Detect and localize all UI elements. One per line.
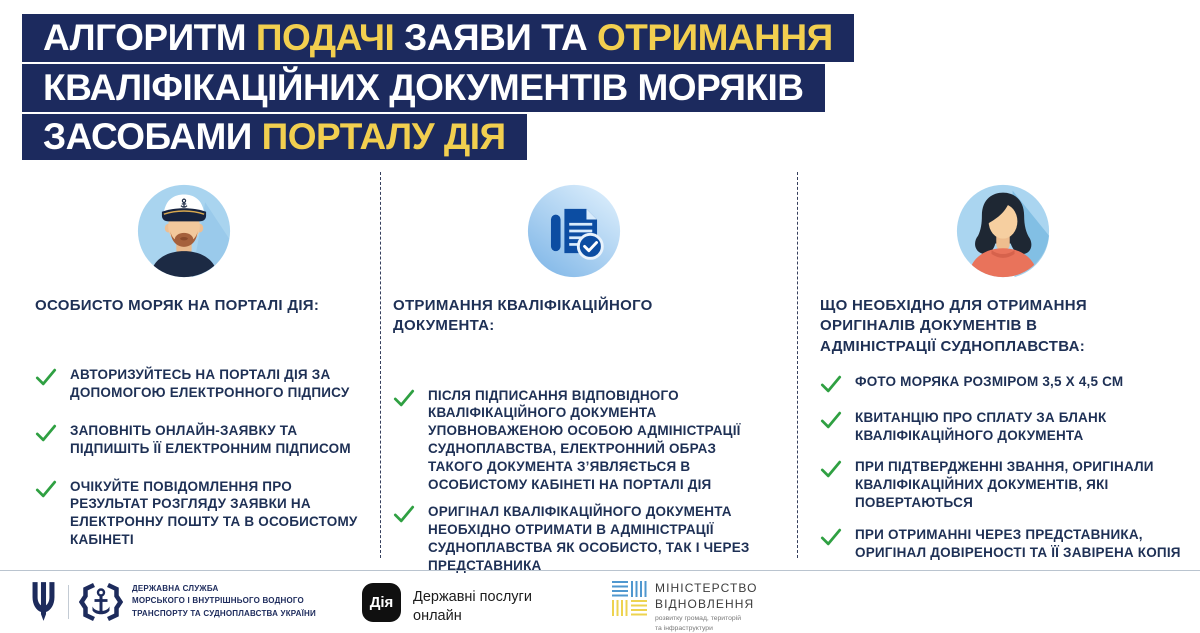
list-item: [820, 373, 1185, 395]
ministry-name-line: МІНІСТЕРСТВО: [655, 581, 758, 595]
ministry-logo-cell: [631, 581, 647, 597]
trident-icon: [30, 582, 57, 621]
anchor-logo-icon: [79, 582, 123, 622]
checkmark-icon: [820, 409, 842, 431]
list-item-text: ФОТО МОРЯКА РОЗМІРОМ 3,5 Х 4,5 СМ: [855, 373, 1124, 389]
checkmark-icon: [393, 503, 415, 525]
list-item: [820, 458, 1185, 511]
checkmark-icon: [35, 366, 57, 388]
title-line-2: [22, 64, 825, 112]
list-item-text: ПРИ ОТРИМАННІ ЧЕРЕЗ ПРЕДСТАВНИКА, ОРИГІНАЛ ДОВІРЕНОСТІ ТА ЇЇ ЗАВІРЕНА КОПІЯ: [855, 526, 1181, 560]
ministry-subtitle-line: та інфраструктури: [655, 624, 713, 632]
column1-heading: [35, 296, 365, 316]
title-line3-white: ЗАСОБАМИ: [43, 116, 262, 157]
diia-caption-line: онлайн: [413, 607, 462, 624]
list-item-text: ЗАПОВНІТЬ ОНЛАЙН-ЗАЯВКУ ТА ПІДПИШІТЬ ЇЇ ЕЛЕКТРОННИМ ПІДПИСОМ: [70, 422, 351, 456]
column-originals-requirements: [820, 175, 1185, 575]
column3-heading: [820, 296, 1120, 357]
column2-heading-post: КВАЛІФІКАЦІЙНОГО ДОКУМЕНТА:: [393, 297, 653, 335]
diia-caption: [413, 588, 532, 625]
list-item: [35, 366, 365, 402]
woman-avatar-icon: [955, 183, 1051, 279]
title-line1-white2: ЗАЯВИ ТА: [394, 17, 597, 58]
title-line-3: [22, 114, 527, 160]
list-item-text: ПІСЛЯ ПІДПИСАННЯ ВІДПОВІДНОГО КВАЛІФІКАЦІЙНОГО ДОКУМЕНТА УПОВНОВАЖЕНОЮ ОСОБОЮ АДМІНІСТРАЦІЇ СУДНОПЛАВСТВА, ЕЛЕКТРОННИЙ ОБРАЗ ТАКОГО ДОКУМЕНТА З’ЯВЛЯЄТЬСЯ В ОСОБИСТОМУ КАБІНЕТІ НА ПОРТАЛІ ДІЯ: [428, 387, 741, 492]
column3-checklist: [820, 373, 1185, 562]
checkmark-icon: [35, 478, 57, 500]
title-line-1: [22, 14, 854, 62]
column3-heading-post: ДОКУМЕНТІВ В АДМІНІСТРАЦІЇ СУДНОПЛАВСТВА:: [820, 317, 1086, 355]
column2-heading-bold: ОТРИМАННЯ: [393, 297, 494, 314]
ministry-logo-cell: [631, 600, 647, 616]
checkmark-icon: [820, 526, 842, 548]
ministry-subtitle: [655, 614, 758, 633]
footer-divider: [0, 570, 1200, 571]
agency-line: ТРАНСПОРТУ ТА СУДНОПЛАВСТВА УКРАЇНИ: [132, 608, 316, 618]
diia-caption-line: Державні послуги: [413, 589, 532, 605]
column-personal-submission: [35, 175, 365, 569]
checkmark-icon: [820, 458, 842, 480]
title-line2-text: КВАЛІФІКАЦІЙНИХ ДОКУМЕНТІВ МОРЯКІВ: [43, 67, 804, 108]
footer-logo-separator: [68, 585, 69, 619]
column-divider-right: [797, 172, 798, 558]
ministry-name: [655, 581, 758, 633]
list-item: [393, 387, 755, 494]
ministry-logo-cell: [612, 581, 628, 597]
list-item-text: КВИТАНЦІЮ ПРО СПЛАТУ ЗА БЛАНК КВАЛІФІКАЦІЙНОГО ДОКУМЕНТА: [855, 409, 1107, 443]
column-divider-left: [380, 172, 381, 558]
sailor-avatar-icon: [136, 183, 232, 279]
document-check-icon: [526, 183, 622, 279]
agency-line: ДЕРЖАВНА СЛУЖБА: [132, 584, 219, 593]
checkmark-icon: [35, 422, 57, 444]
column1-heading-pre: ОСОБИСТО МОРЯК НА: [35, 297, 215, 314]
column1-checklist: [35, 366, 365, 549]
list-item-text: АВТОРИЗУЙТЕСЬ НА ПОРТАЛІ ДІЯ ЗА ДОПОМОГОЮ ЕЛЕКТРОННОГО ПІДПИСУ: [70, 367, 350, 401]
list-item: [393, 503, 755, 574]
list-item-text: ОЧІКУЙТЕ ПОВІДОМЛЕННЯ ПРО РЕЗУЛЬТАТ РОЗГЛЯДУ ЗАЯВКИ НА ЕЛЕКТРОННУ ПОШТУ ТА В ОСОБИСТОМУ КАБІНЕТІ: [70, 478, 358, 547]
agency-line: МОРСЬКОГО І ВНУТРІШНЬОГО ВОДНОГО: [132, 596, 304, 606]
column-document-receipt: [393, 175, 755, 585]
column2-heading: [393, 296, 755, 337]
list-item-text: ПРИ ПІДТВЕРДЖЕННІ ЗВАННЯ, ОРИГІНАЛИ КВАЛІФІКАЦІЙНИХ ДОКУМЕНТІВ, ЯКІ ПОВЕРТАЮТЬСЯ: [855, 459, 1154, 510]
ministry-subtitle-line: розвитку громад, територій: [655, 615, 741, 623]
title-line1-white1: АЛГОРИТМ: [43, 17, 256, 58]
diia-logo: [362, 583, 401, 622]
list-item: [35, 478, 365, 549]
diia-logo-text: Дія: [369, 594, 394, 611]
list-item: [35, 422, 365, 458]
ministry-name-line: ВІДНОВЛЕННЯ: [655, 596, 755, 611]
title-line1-yellow2: ОТРИМАННЯ: [596, 17, 833, 58]
column3-heading-bold: ДЛЯ ОТРИМАННЯ ОРИГІНАЛІВ: [820, 297, 1087, 335]
ministry-block: [612, 581, 758, 633]
list-item: [820, 526, 1185, 562]
checkmark-icon: [393, 387, 415, 409]
column3-heading-pre: ЩО НЕОБХІДНО: [820, 297, 950, 314]
ministry-logo-cell: [612, 600, 628, 616]
title-line1-yellow1: ПОДАЧІ: [255, 17, 395, 58]
title-line3-yellow: ПОРТАЛУ ДІЯ: [261, 116, 506, 157]
column2-checklist: [393, 387, 755, 575]
title-block: [22, 14, 854, 162]
column1-heading-bold: ПОРТАЛІ ДІЯ:: [214, 297, 320, 314]
list-item: [820, 409, 1185, 445]
checkmark-icon: [820, 373, 842, 395]
ministry-logo-icon: [612, 581, 647, 616]
agency-name: [132, 583, 316, 620]
list-item-text: ОРИГІНАЛ КВАЛІФІКАЦІЙНОГО ДОКУМЕНТА НЕОБХІДНО ОТРИМАТИ В АДМІНІСТРАЦІЇ СУДНОПЛАВСТВА ЯК ОСОБИСТО, ТАК І ЧЕРЕЗ ПРЕДСТАВНИКА: [428, 504, 750, 573]
